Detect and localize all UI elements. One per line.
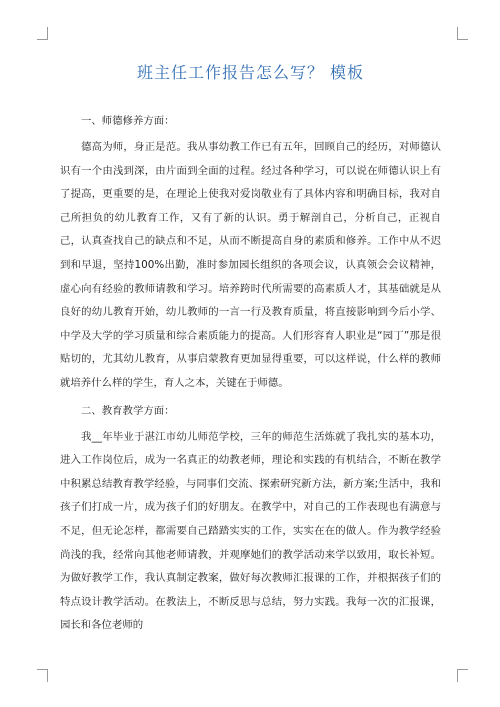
section-paragraph-teaching: 我__年毕业于湛江市幼儿师范学校，三年的师范生活炼就了我扎实的基本功，进入工作岗位后，成为一名真正的幼教老师，理论和实践的有机结合，不断在教学中积累总结教育教学经验，与同事们交流、探索研究新方法，新方案;生活中，我和孩子们打成一片，成为孩子们的好朋友。在教学中，对自己的工作表现也有满意与不足，但无论怎样，都需要自己踏踏实实的工作，实实在在的做人。作为教学经验尚浅的我，经常向其他老师请教，并观摩她们的教学活动来学以致用，取长补短。为做好教学工作，我认真制定教案，做好每次教师汇报课的工作，并根据孩子们的特点设计教学活动。在教法上，不断反思与总结，努力实践。我每一次的汇报课，园长和各位老师的 <box>60 430 441 632</box>
document-body <box>60 62 441 638</box>
section-paragraph-ethics: 德高为师，身正是范。我从事幼教工作已有五年，回顾自己的经历，对师德认识有一个由浅到深，由片面到全面的过程。经过各种学习，可以说在师德认识上有了提高，更重要的是，在理论上使我对爱岗敬业有了具体内容和明确目标，我对自己所担负的幼儿教育工作，又有了新的认识。勇于解剖自己，分析自己，正视自己，认真查找自己的缺点和不足，从而不断提高自身的素质和修养。工作中从不迟到和早退，坚持100%出勤，准时参加园长组织的各项会议，认真领会会议精神，虚心向有经验的教师请教和学习。培养跨时代所需要的高素质人才，其基础就是从良好的幼儿教育开始，幼儿教师的一言一行及教育质量，将直接影响到今后小学、中学及大学的学习质量和综合素质能力的提高。人们形容育人职业是“园丁”那是很贴切的，尤其幼儿教育，从事启蒙教育更加显得重要，可以这样说，什么样的教师就培养什么样的学生，育人之本，关键在于师德。 <box>60 141 441 389</box>
section-heading-ethics: 一、师德修养方面： <box>81 115 175 127</box>
crop-mark-top-left <box>37 27 48 40</box>
crop-mark-top-right <box>457 27 468 40</box>
document-title: 班主任工作报告怎么写？ 模板 <box>136 63 365 82</box>
crop-mark-bottom-left <box>37 669 48 682</box>
crop-mark-bottom-right <box>457 669 468 682</box>
section-heading-teaching: 二、教育教学方面： <box>81 404 175 417</box>
